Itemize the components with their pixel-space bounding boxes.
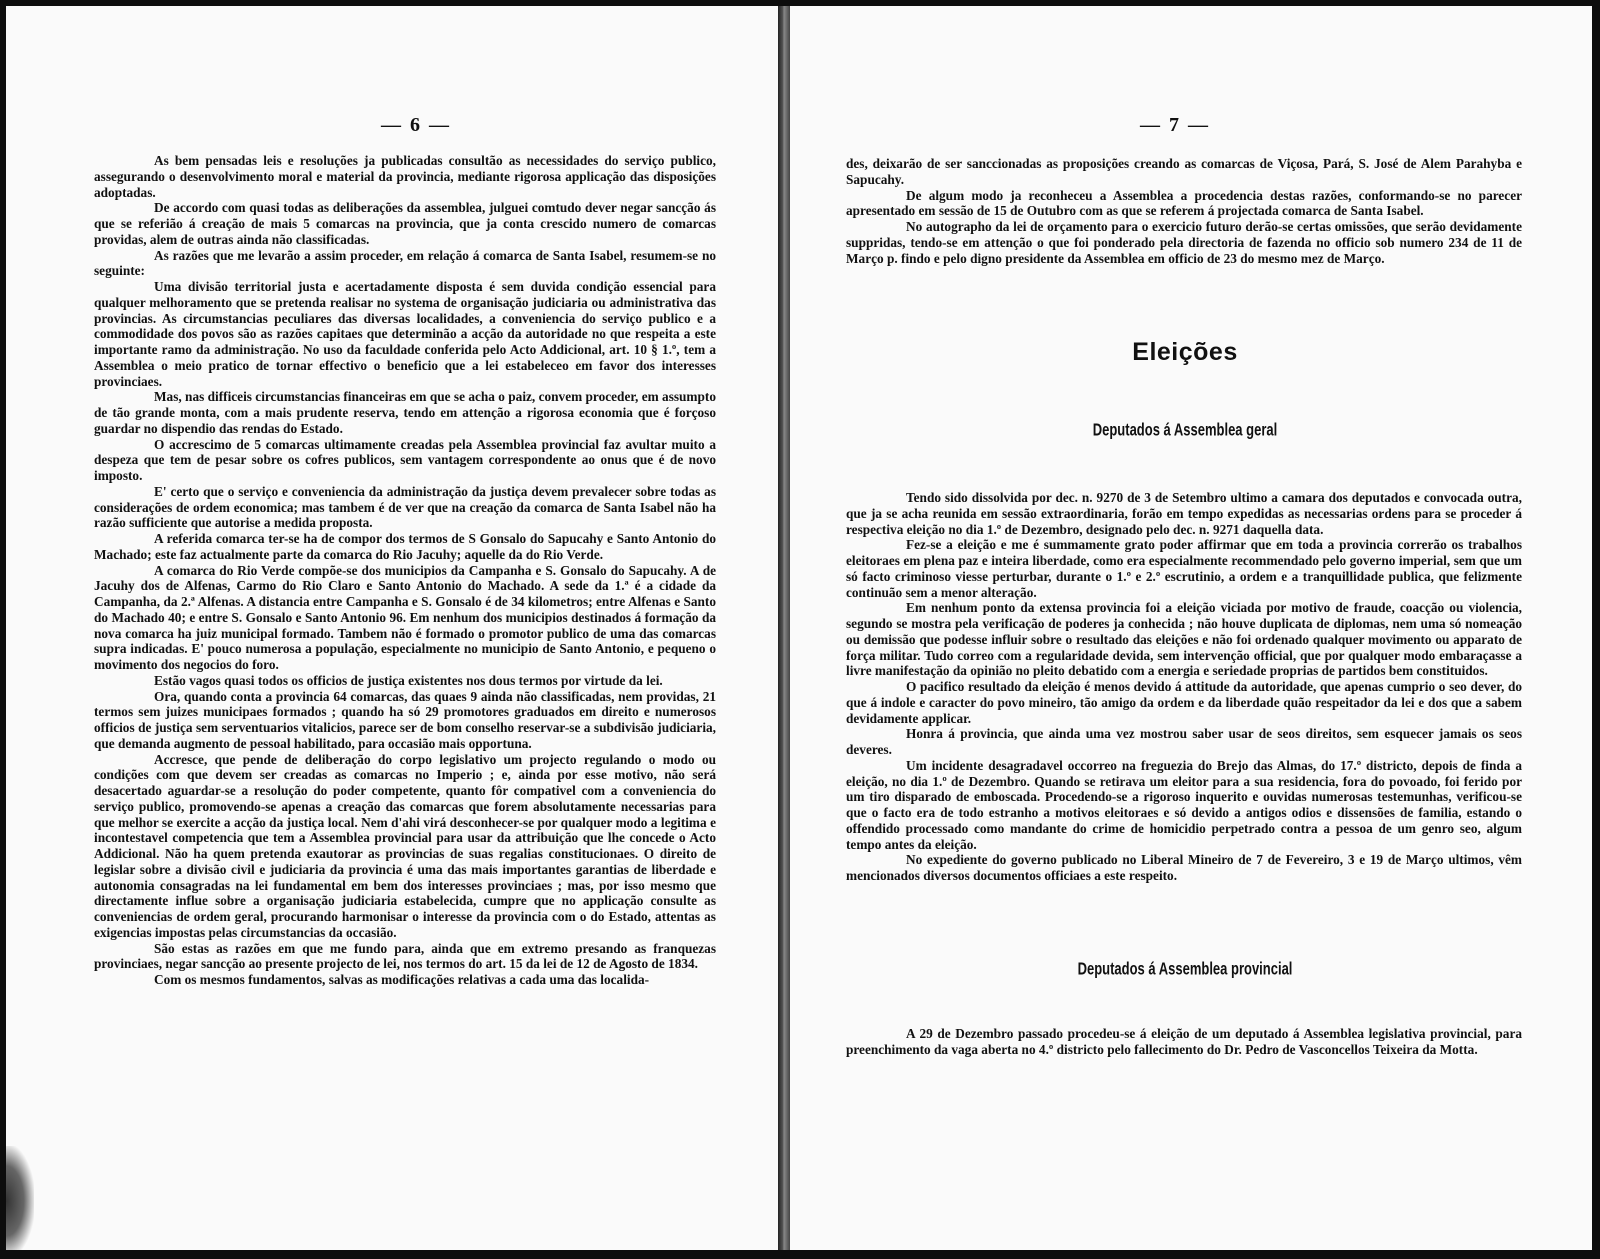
section2-body — [846, 1026, 1522, 1058]
paragraph: Uma divisão territorial justa e acertadamente disposta é sem duvida condição essencial para qualquer melhoramento que se pretenda realisar no systema de organisação judiciaria ou administrativa das provincias. As circumstancias peculiares das diversas localidades, a conveniencia do serviço publico e a commodidade dos povos são as razões capitaes que determinão a acção da autoridade no que respeita a este importante ramo da administração. No uso da faculdade conferida pelo Acto Addicional, art. 10 § 1.º, tem a Assemblea o meio pratico de tornar effectivo o beneficio que a lei estabeleceo em favor dos interesses provinciaes. — [94, 279, 716, 389]
right-page — [790, 6, 1592, 1250]
paragraph: As razões que me levarão a assim proceder, em relação á comarca de Santa Isabel, resumem-se no seguinte: — [94, 247, 716, 279]
section1-body — [846, 490, 1522, 884]
paragraph: O accrescimo de 5 comarcas ultimamente creadas pela Assemblea provincial faz avultar muito a despeza que tem de pesar sobre os cofres publicos, sem vantagem correspondente ao onus que é de novo imposto. — [94, 436, 716, 483]
paragraph: São estas as razões em que me fundo para, ainda que em extremo presando as franquezas provinciaes, negar sancção ao presente projecto de lei, nos termos do art. 15 da lei de 12 de Agosto de 1834. — [94, 940, 716, 972]
thumb-mark — [6, 1146, 34, 1250]
subheading-assemblea-geral: Deputados á Assemblea geral — [1092, 419, 1278, 440]
left-page — [6, 6, 778, 1250]
paragraph: No autographo da lei de orçamento para o exercicio futuro derão-se certas omissões, que serão devidamente suppridas, tendo-se em attenção o que foi ponderado pela directoria de fazenda no officio sob numero 234 de 11 de Março p. findo e pelo digno presidente da Assemblea em officio de 23 do mesmo mez de Março. — [846, 219, 1522, 266]
section-title: Eleições — [1132, 338, 1238, 366]
right-page-intro — [846, 156, 1522, 266]
paragraph: Tendo sido dissolvida por dec. n. 9270 de 3 de Setembro ultimo a camara dos deputados e convocada outra, que ja se acha reunida em sessão extraordinaria, forão em tempo expedidas as necessarias ordens para se proceder á respectiva eleição no dia 1.º de Dezembro, designado pelo dec. n. 9271 daquella data. — [846, 490, 1522, 537]
page-number-left: — 6 — — [381, 114, 451, 136]
subheading-assemblea-provincial: Deputados á Assemblea provincial — [1077, 958, 1293, 979]
paragraph: Ora, quando conta a provincia 64 comarcas, das quaes 9 ainda não classificadas, nem providas, 21 termos sem juizes municipaes formados ; quando ha só 29 promotores graduados em direito e numerosos officios de justiça sem serventuarios vitalicios, parece ser de bom conselho reservar-se a subdivisão judiciaria, que demanda augmento de pessoal habilitado, para occasião mais opportuna. — [94, 688, 716, 751]
paragraph: A comarca do Rio Verde compõe-se dos municipios da Campanha e S. Gonsalo do Sapucahy. A de Jacuhy dos de Alfenas, Carmo do Rio Claro e Santo Antonio do Machado. A sede da 1.ª é a cidade da Campanha, da 2.ª Alfenas. A distancia entre Campanha e S. Gonsalo é de 34 kilometros; entre Alfenas e Santo do Machado 40; e entre S. Gonsalo e Santo Antonio 96. Em nenhum dos municipios destinados á formação da nova comarca ha juiz municipal formado. Tambem não é formado o promotor publico de uma das comarcas supra indicadas. E' pouco numerosa a população, especialmente no municipio de Santo Antonio, e pequeno o movimento dos negocios do foro. — [94, 562, 716, 672]
book-gutter — [778, 6, 790, 1250]
paragraph: Honra á provincia, que ainda uma vez mostrou saber usar de seos direitos, sem esquecer jamais os seos deveres. — [846, 726, 1522, 757]
paragraph: De accordo com quasi todas as deliberações da assemblea, julguei comtudo dever negar sancção ás que se referião á creação de mais 5 comarcas na provincia, que ja conta crescido numero de comarcas providas, alem de outras ainda não classificadas. — [94, 200, 716, 247]
page-number-right: — 7 — — [1140, 114, 1210, 136]
paragraph: As bem pensadas leis e resoluções ja publicadas consultão as necessidades do serviço publico, assegurando o desenvolvimento moral e material da provincia, mediante rigorosa applicação das disposições adoptadas. — [94, 153, 716, 200]
paragraph: Em nenhum ponto da extensa provincia foi a eleição viciada por motivo de fraude, coacção ou violencia, segundo se mostra pela verificação de poderes ja conhecida ; não houve duplicata de diplomas, nem uma só nomeação ou demissão que podesse influir sobre o resultado das eleições e não foi ordenado qualquer movimento ou apparato de força militar. Tudo correo com a regularidade devida, sem intervenção official, que por qualquer modo embaraçasse a livre manifestação da opinião no pleito debatido com a energia e seriedade proprias de partidos bem constituidos. — [846, 600, 1522, 679]
paragraph: O pacifico resultado da eleição é menos devido á attitude da autoridade, que apenas cumprio o seo dever, do que á indole e caracter do povo mineiro, tão amigo da ordem e da liberdade quão respeitador da lei e dos que a sabem devidamente applicar. — [846, 679, 1522, 726]
paragraph: De algum modo ja reconheceu a Assemblea a procedencia destas razões, conformando-se no parecer apresentado em sessão de 15 de Outubro com as que se referem á projectada comarca de Santa Isabel. — [846, 187, 1522, 219]
paragraph: A 29 de Dezembro passado procedeu-se á eleição de um deputado á Assemblea legislativa provincial, para preenchimento da vaga aberta no 4.º districto pelo fallecimento do Dr. Pedro de Vasconcellos Teixeira da Motta. — [846, 1026, 1522, 1057]
paragraph: No expediente do governo publicado no Liberal Mineiro de 7 de Fevereiro, 3 e 19 de Março ultimos, vêm mencionados diversos documentos officiaes a este respeito. — [846, 852, 1522, 883]
paragraph: Fez-se a eleição e me é summamente grato poder affirmar que em toda a provincia correrão os trabalhos eleitoraes em plena paz e inteira liberdade, como era especialmente recommendado pelo governo imperial, sem que um só facto criminoso viesse perturbar, durante o 1.º e 2.º escrutinio, a ordem e a tranquillidade publica, que felizmente continuão sem a menor alteração. — [846, 537, 1522, 600]
paragraph: E' certo que o serviço e conveniencia da administração da justiça devem prevalecer sobre todas as considerações de ordem economica; mas tambem é de ver que na creação da comarca de Santa Isabel não ha razão sufficiente que autorise a medida proposta. — [94, 483, 716, 531]
left-page-body — [94, 153, 716, 988]
paragraph: des, deixarão de ser sanccionadas as proposições creando as comarcas de Viçosa, Pará, S. José de Alem Parahyba e Sapucahy. — [846, 156, 1522, 187]
paragraph: Estão vagos quasi todos os officios de justiça existentes nos dous termos por virtude da lei. — [154, 672, 663, 688]
paragraph: Com os mesmos fundamentos, salvas as modificações relativas a cada uma das localida- — [154, 972, 650, 987]
paragraph: Mas, nas difficeis circumstancias financeiras em que se acha o paiz, convem proceder, em assumpto de tão grande monta, com a mais prudente reserva, tendo em attenção a rigorosa economia que é forçoso guardar no dispendio das rendas do Estado. — [94, 389, 716, 436]
paragraph: Accresce, que pende de deliberação do corpo legislativo um projecto regulando o modo ou condições com que devem ser creadas as comarcas no Imperio ; e, ainda por esse motivo, não será desacertado aguardar-se a resolução do poder competente, quanto fôr compativel com a conveniencia do serviço publico, promovendo-se apenas a creação das comarcas que forem absolutamente necessarias para que melhor se exercite a acção da justiça local. Nem d'ahi virá desconhecer-se por qualquer modo a legitima e incontestavel competencia que tem a Assemblea provincial para usar da attribuição que lhe concede o Acto Addicional. Não ha quem pretenda exautorar as provincias de suas regalias constitucionaes. O direito de legislar sobre a divisão civil e judiciaria da provincia é uma das mais importantes garantias de liberdade e autonomia consagradas na lei fundamental em bem dos interesses provinciaes ; mas, por isso mesmo que directamente influe sobre a organisação judiciaria estabelecida, cumpre que no applicação consulte as conveniencias de ordem geral, procurando harmonisar o interesse da provincia com o do Estado, attentas as exigencias impostas pelas circumstancias da occasião. — [94, 751, 716, 940]
paragraph: A referida comarca ter-se ha de compor dos termos de S Gonsalo do Sapucahy e Santo Antonio do Machado; este faz actualmente parte da comarca do Rio Jacuhy; aquelle da do Rio Verde. — [94, 531, 716, 562]
paragraph: Um incidente desagradavel occorreo na freguezia do Brejo das Almas, do 17.º districto, depois de finda a eleição, no dia 1.º de Dezembro. Quando se retirava um eleitor para a sua residencia, fora do povoado, foi ferido por um tiro disparado de emboscada. Procedendo-se a rigoroso inquerito e ouvidas numerosas testemunhas, verificou-se que o facto era de todo estranho a motivos eleitoraes e só devido a antigos odios e dissensões de familia, estando o offendido processado como mandante do crime de homicidio perpetrado contra a pessoa de um genro seo, algum tempo antes da eleição. — [846, 757, 1522, 852]
